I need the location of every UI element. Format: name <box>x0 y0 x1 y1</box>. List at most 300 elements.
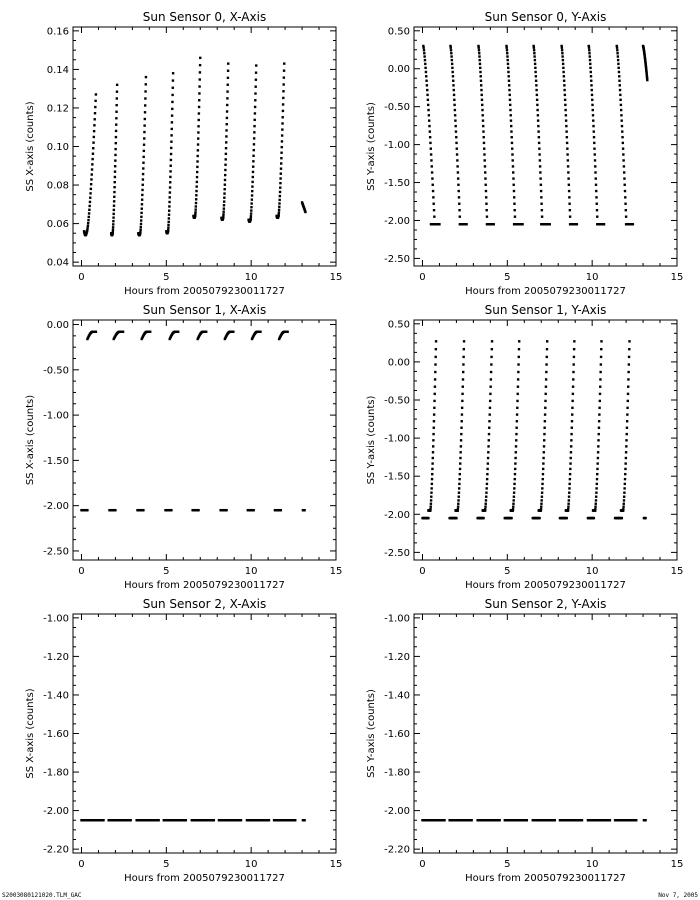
data-point <box>543 445 545 447</box>
data-point <box>491 340 493 342</box>
data-point <box>143 144 145 146</box>
data-point <box>115 111 117 113</box>
x-tick-label: 15 <box>670 272 684 283</box>
data-point <box>252 171 254 173</box>
data-segment <box>218 819 242 821</box>
data-point <box>623 492 625 494</box>
data-point <box>481 104 483 106</box>
data-point <box>484 159 486 161</box>
data-point <box>512 508 514 510</box>
data-point <box>139 231 141 233</box>
data-point <box>573 363 575 365</box>
data-point <box>89 197 91 199</box>
data-point <box>438 223 440 225</box>
data-point <box>196 166 198 168</box>
data-point <box>227 84 229 86</box>
data-point <box>576 223 578 225</box>
data-point <box>431 462 433 464</box>
data-point <box>113 186 115 188</box>
data-point <box>141 189 143 191</box>
x-tick-label: 15 <box>329 859 343 870</box>
data-point <box>514 215 516 217</box>
data-point <box>481 94 483 96</box>
data-point <box>433 215 435 217</box>
data-point <box>470 819 472 821</box>
data-point <box>457 505 459 507</box>
data-point <box>224 164 226 166</box>
data-point <box>484 171 486 173</box>
data-segment <box>559 819 583 821</box>
data-point <box>455 142 457 144</box>
data-point <box>431 165 433 167</box>
data-point <box>515 427 517 429</box>
data-point <box>114 509 116 511</box>
data-point <box>625 457 627 459</box>
data-point <box>568 196 570 198</box>
data-point <box>541 496 543 498</box>
data-point <box>598 427 600 429</box>
data-point <box>171 121 173 123</box>
data-segment <box>108 509 116 511</box>
data-segment <box>642 45 649 82</box>
data-point <box>112 231 114 233</box>
data-point <box>278 202 280 204</box>
data-point <box>546 340 548 342</box>
data-point <box>86 227 88 229</box>
data-point <box>482 130 484 132</box>
data-segment <box>486 223 495 225</box>
data-point <box>626 413 628 415</box>
data-point <box>251 194 253 196</box>
data-point <box>461 393 463 395</box>
data-point <box>142 173 144 175</box>
data-point <box>597 439 599 441</box>
data-point <box>567 503 569 505</box>
data-point <box>589 59 591 61</box>
plot-frame <box>73 614 336 853</box>
data-point <box>88 205 90 207</box>
data-point <box>226 117 228 119</box>
data-point <box>600 340 602 342</box>
data-point <box>486 478 488 480</box>
data-point <box>616 47 618 49</box>
data-segment <box>614 819 638 821</box>
data-point <box>113 205 115 207</box>
data-segment <box>275 62 285 219</box>
data-point <box>185 819 187 821</box>
data-point <box>430 499 432 501</box>
data-point <box>142 509 144 511</box>
data-point <box>511 142 513 144</box>
data-point <box>573 348 575 350</box>
data-point <box>596 478 598 480</box>
data-point <box>114 165 116 167</box>
data-point <box>198 85 200 87</box>
data-point <box>623 496 625 498</box>
data-point <box>541 487 543 489</box>
y-tick-label: -2.50 <box>384 253 410 265</box>
data-point <box>493 223 495 225</box>
data-point <box>562 71 564 73</box>
x-tick-label: 10 <box>244 272 258 283</box>
data-point <box>453 89 455 91</box>
data-point <box>227 62 229 64</box>
data-point <box>278 209 280 211</box>
data-segment <box>301 201 307 213</box>
data-point <box>594 505 596 507</box>
data-point <box>141 198 143 200</box>
data-point <box>282 90 284 92</box>
data-point <box>513 487 515 489</box>
data-point <box>571 420 573 422</box>
data-point <box>433 427 435 429</box>
data-point <box>596 473 598 475</box>
data-point <box>171 101 173 103</box>
data-point <box>428 119 430 121</box>
data-point <box>509 99 511 101</box>
data-point <box>600 348 602 350</box>
data-point <box>226 97 228 99</box>
data-point <box>569 478 571 480</box>
data-point <box>534 63 536 65</box>
data-point <box>563 84 565 86</box>
y-tick-label: -1.00 <box>43 410 69 422</box>
data-point <box>114 154 116 156</box>
data-point <box>632 223 634 225</box>
data-segment <box>454 340 465 512</box>
data-point <box>430 147 432 149</box>
data-point <box>171 94 173 96</box>
data-point <box>223 188 225 190</box>
data-point <box>533 49 535 51</box>
data-point <box>213 819 215 821</box>
data-point <box>538 147 540 149</box>
data-point <box>457 177 459 179</box>
data-point <box>222 215 224 217</box>
data-point <box>112 229 114 231</box>
data-point <box>507 67 509 69</box>
data-segment <box>219 509 227 511</box>
data-point <box>157 819 159 821</box>
x-tick-label: 15 <box>670 859 684 870</box>
data-segment <box>421 517 429 519</box>
data-point <box>485 499 487 501</box>
data-point <box>232 331 234 333</box>
data-point <box>567 508 569 510</box>
data-point <box>478 52 480 54</box>
data-point <box>644 517 646 519</box>
data-point <box>197 509 199 511</box>
chart-panel-3 <box>366 303 683 591</box>
data-point <box>113 209 115 211</box>
data-point <box>427 109 429 111</box>
data-point <box>535 80 537 82</box>
data-point <box>539 165 541 167</box>
data-point <box>461 407 463 409</box>
data-point <box>455 136 457 138</box>
data-point <box>170 141 172 143</box>
data-point <box>452 75 454 77</box>
chart-title: Sun Sensor 0, X-Axis <box>142 10 267 24</box>
data-point <box>480 89 482 91</box>
data-point <box>593 147 595 149</box>
data-point <box>484 508 486 510</box>
data-point <box>172 72 174 74</box>
data-point <box>169 196 171 198</box>
y-tick-label: -1.80 <box>43 767 69 779</box>
data-point <box>451 59 453 61</box>
y-tick-label: -2.00 <box>43 501 69 513</box>
data-segment <box>247 64 257 223</box>
data-point <box>570 445 572 447</box>
data-point <box>434 393 436 395</box>
data-segment <box>197 331 208 341</box>
data-point <box>114 176 116 178</box>
data-point <box>485 196 487 198</box>
data-point <box>588 52 590 54</box>
data-point <box>485 492 487 494</box>
data-point <box>506 49 508 51</box>
x-tick-label: 5 <box>504 859 511 870</box>
data-segment <box>246 819 270 821</box>
data-point <box>535 75 537 77</box>
chart-panel-0 <box>25 10 342 297</box>
data-segment <box>192 57 201 219</box>
x-tick-label: 15 <box>329 272 343 283</box>
data-point <box>513 190 515 192</box>
data-point <box>589 55 591 57</box>
data-point <box>450 49 452 51</box>
data-segment <box>504 819 528 821</box>
chart-title: Sun Sensor 2, Y-Axis <box>484 597 607 611</box>
y-tick-label: -1.60 <box>384 729 410 740</box>
data-point <box>545 378 547 380</box>
data-point <box>450 47 452 49</box>
data-segment <box>592 340 603 512</box>
data-point <box>515 439 517 441</box>
data-point <box>619 99 621 101</box>
data-point <box>542 457 544 459</box>
data-point <box>430 496 432 498</box>
data-point <box>113 200 115 202</box>
data-point <box>460 439 462 441</box>
y-tick-label: -2.00 <box>384 806 410 818</box>
data-point <box>283 69 285 71</box>
data-point <box>223 204 225 206</box>
data-point <box>597 457 599 459</box>
data-point <box>194 213 196 215</box>
data-point <box>567 171 569 173</box>
data-point <box>491 348 493 350</box>
data-point <box>490 371 492 373</box>
data-point <box>479 59 481 61</box>
data-point <box>599 393 601 395</box>
data-point <box>597 451 599 453</box>
data-point <box>623 171 625 173</box>
data-point <box>506 55 508 57</box>
data-point <box>616 49 618 51</box>
data-point <box>433 413 435 415</box>
data-point <box>167 224 169 226</box>
data-point <box>253 131 255 133</box>
data-segment <box>643 819 647 821</box>
data-point <box>94 100 96 102</box>
data-point <box>89 192 91 194</box>
y-tick-label: -1.00 <box>384 433 410 445</box>
data-point <box>251 198 253 200</box>
data-point <box>433 209 435 211</box>
x-axis-label: Hours from 2005079230011727 <box>465 580 626 591</box>
data-point <box>481 109 483 111</box>
data-segment <box>560 45 571 218</box>
data-point <box>197 131 199 133</box>
data-point <box>507 71 509 73</box>
data-point <box>456 153 458 155</box>
data-point <box>462 356 464 358</box>
data-point <box>594 165 596 167</box>
data-point <box>569 209 571 211</box>
data-point <box>571 413 573 415</box>
data-point <box>484 177 486 179</box>
data-point <box>591 89 593 91</box>
data-point <box>281 122 283 124</box>
data-point <box>423 52 425 54</box>
y-tick-label: 0.06 <box>46 219 69 231</box>
x-tick-label: 5 <box>163 272 170 283</box>
data-point <box>430 503 432 505</box>
data-point <box>205 331 207 333</box>
data-point <box>423 49 425 51</box>
y-tick-label: -0.50 <box>43 365 69 377</box>
data-segment <box>163 819 187 821</box>
data-point <box>281 140 283 142</box>
data-point <box>592 119 594 121</box>
x-tick-label: 5 <box>504 566 511 577</box>
data-point <box>94 106 96 108</box>
data-point <box>432 439 434 441</box>
data-point <box>564 104 566 106</box>
data-point <box>450 55 452 57</box>
data-point <box>482 517 484 519</box>
data-series <box>422 45 648 226</box>
data-point <box>566 517 568 519</box>
data-point <box>628 348 630 350</box>
data-point <box>255 71 257 73</box>
plot-frame <box>414 27 677 266</box>
data-point <box>195 194 197 196</box>
data-point <box>625 439 627 441</box>
y-tick-label: -1.20 <box>43 651 69 663</box>
footer-source-file: S2003080121020.TLM_GAC <box>2 892 82 899</box>
data-point <box>254 112 256 114</box>
data-segment <box>224 331 235 341</box>
y-tick-label: -2.50 <box>43 546 69 558</box>
data-point <box>483 136 485 138</box>
data-point <box>514 468 516 470</box>
data-point <box>254 99 256 101</box>
data-point <box>143 137 145 139</box>
data-point <box>225 147 227 149</box>
y-tick-label: -2.00 <box>384 509 410 521</box>
data-point <box>543 433 545 435</box>
data-point <box>594 159 596 161</box>
data-point <box>621 130 623 132</box>
data-point <box>268 819 270 821</box>
data-point <box>622 153 624 155</box>
data-point <box>596 203 598 205</box>
y-tick-label: 0.08 <box>46 180 69 192</box>
data-series <box>80 331 306 512</box>
data-point <box>570 457 572 459</box>
data-point <box>518 348 520 350</box>
data-segment <box>421 819 445 821</box>
data-point <box>431 473 433 475</box>
y-tick-label: 0.04 <box>46 257 69 269</box>
data-point <box>618 75 620 77</box>
data-point <box>617 67 619 69</box>
data-series <box>421 340 647 519</box>
data-point <box>140 226 142 228</box>
data-point <box>460 427 462 429</box>
data-point <box>459 457 461 459</box>
data-point <box>430 492 432 494</box>
data-point <box>255 64 257 66</box>
data-point <box>223 192 225 194</box>
y-tick-label: -2.20 <box>384 844 410 856</box>
data-point <box>426 89 428 91</box>
data-point <box>458 478 460 480</box>
data-point <box>542 468 544 470</box>
y-tick-label: -2.00 <box>43 806 69 818</box>
data-point <box>144 90 146 92</box>
data-point <box>459 462 461 464</box>
data-point <box>93 136 95 138</box>
data-point <box>543 427 545 429</box>
data-point <box>478 47 480 49</box>
data-point <box>226 123 228 125</box>
data-point <box>432 445 434 447</box>
data-point <box>591 99 593 101</box>
data-point <box>196 176 198 178</box>
data-point <box>170 159 172 161</box>
data-segment <box>247 509 255 511</box>
data-point <box>458 487 460 489</box>
data-point <box>568 487 570 489</box>
data-point <box>626 407 628 409</box>
data-point <box>485 503 487 505</box>
data-point <box>197 149 199 151</box>
data-point <box>168 217 170 219</box>
data-point <box>225 509 227 511</box>
data-point <box>481 99 483 101</box>
data-point <box>623 499 625 501</box>
data-point <box>485 184 487 186</box>
data-point <box>224 183 226 185</box>
data-point <box>225 141 227 143</box>
data-point <box>565 119 567 121</box>
data-point <box>279 191 281 193</box>
data-point <box>588 47 590 49</box>
data-point <box>510 130 512 132</box>
data-point <box>113 196 115 198</box>
data-point <box>458 190 460 192</box>
data-point <box>595 487 597 489</box>
data-point <box>226 110 228 112</box>
data-point <box>198 119 200 121</box>
data-point <box>564 109 566 111</box>
data-segment <box>80 819 104 821</box>
data-point <box>140 216 142 218</box>
